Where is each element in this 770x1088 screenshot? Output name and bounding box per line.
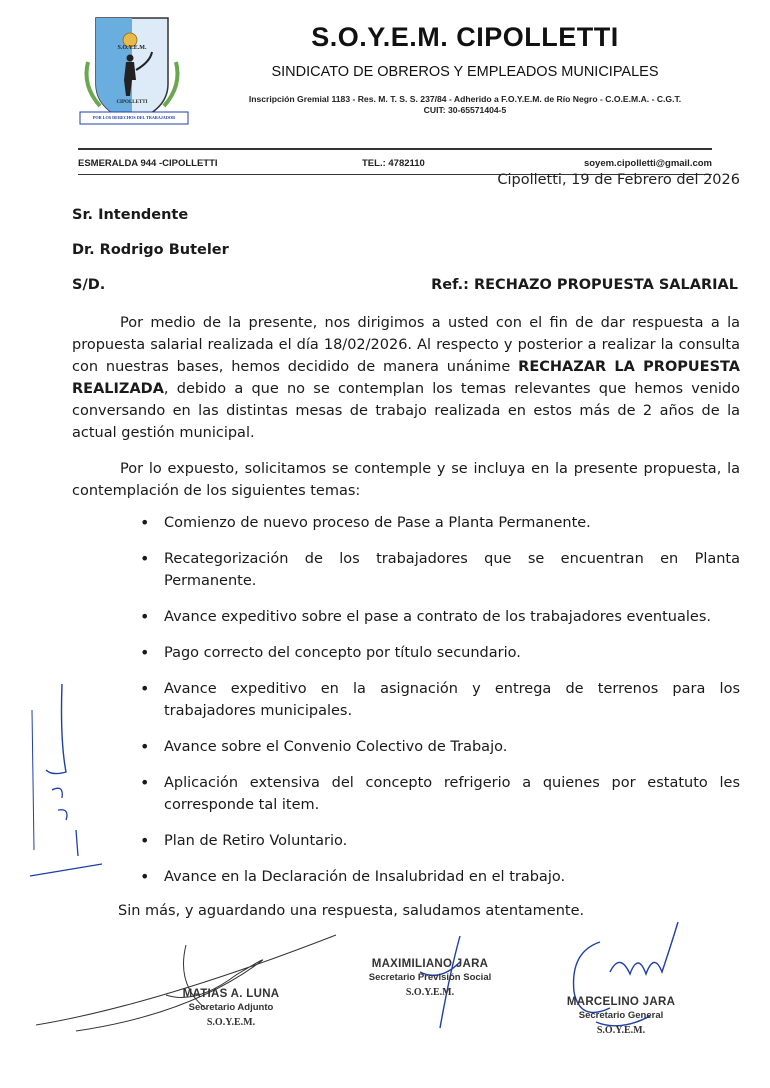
contact-phone: TEL.: 4782110 xyxy=(362,158,425,169)
recipient-name: Dr. Rodrigo Buteler xyxy=(72,242,229,258)
list-item: • Aplicación extensiva del concepto refrigerio a quienes por estatuto les corresponde tal item. xyxy=(140,772,740,816)
registration-line-1: Inscripción Gremial 1183 - Res. M. T. S. S. 237/84 - Adherido a F.O.Y.E.M. de Río Negro - C.O.E.M.A. - C.G.T. xyxy=(248,94,682,104)
paragraph-1-text-a: Por medio de la presente, nos dirigimos a usted con el fin de dar respuesta a la propuesta salarial realizada el día 18/02/2026. Al respecto y posterior a realizar la consulta con nuestras bases, hemos decidido de manera unánime xyxy=(72,315,740,375)
signer-name: MATIAS A. LUNA xyxy=(182,988,280,1000)
list-item: • Avance en la Declaración de Insalubridad en el trabajo. xyxy=(140,866,740,888)
contact-email: soyem.cipolletti@gmail.com xyxy=(583,158,712,169)
signer-org: S.O.Y.E.M. xyxy=(596,1025,646,1036)
requests-list xyxy=(140,512,740,902)
signer-name: MAXIMILIANO JARA xyxy=(371,958,489,970)
list-item: • Plan de Retiro Voluntario. xyxy=(140,830,740,852)
org-subtitle: SINDICATO DE OBREROS Y EMPLEADOS MUNICIPALES xyxy=(271,64,659,80)
org-name: S.O.Y.E.M. CIPOLLETTI xyxy=(311,22,619,52)
closing-line: Sin más, y aguardando una respuesta, saludamos atentamente. xyxy=(118,903,585,919)
salutation: S/D. xyxy=(72,277,106,293)
org-registration xyxy=(200,94,730,116)
recipient-title: Sr. Intendente xyxy=(72,207,189,223)
reference-line: Ref.: RECHAZO PROPUESTA SALARIAL xyxy=(431,277,738,293)
letter-date: Cipolletti, 19 de Febrero del 2026 xyxy=(497,172,740,188)
paragraph-2: Por lo expuesto, solicitamos se contemple y se incluya en la presente propuesta, la contemplación de los siguientes temas: xyxy=(72,461,740,499)
signer-name: MARCELINO JARA xyxy=(566,996,676,1008)
signer-role: Secretario General xyxy=(578,1010,664,1021)
contact-address: ESMERALDA 944 -CIPOLLETTI xyxy=(78,158,218,169)
paragraph-1-text-b: , debido a que no se contemplan los temas relevantes que hemos venido conversando en las distintas mesas de trabajo realizada en estos más de 2 años de la actual gestión municipal. xyxy=(72,381,740,441)
paragraph-1-bold: RECHAZAR LA PROPUESTA REALIZADA xyxy=(72,359,741,397)
list-item: • Pago correcto del concepto por título secundario. xyxy=(140,642,740,664)
registration-line-2: CUIT: 30-65571404-5 xyxy=(423,105,507,115)
signer-role: Secretario Previsión Social xyxy=(368,972,492,983)
signer-org: S.O.Y.E.M. xyxy=(405,987,455,998)
union-logo xyxy=(78,14,190,132)
logo-city: CIPOLLETTI xyxy=(116,100,148,105)
signature-block-2 xyxy=(360,958,500,998)
header-divider xyxy=(78,148,712,150)
signature-block-3 xyxy=(556,996,686,1036)
paragraph-1 xyxy=(72,312,740,444)
list-item: • Recategorización de los trabajadores que se encuentran en Planta Permanente. xyxy=(140,548,740,592)
signer-role: Secretario Adjunto xyxy=(188,1002,274,1013)
list-item: • Avance expeditivo en la asignación y entrega de terrenos para los trabajadores municipales. xyxy=(140,678,740,722)
signer-org: S.O.Y.E.M. xyxy=(206,1017,256,1028)
signature-block-1 xyxy=(176,988,286,1028)
logo-text: S.O.Y.E.M. xyxy=(117,45,147,51)
list-item: • Comienzo de nuevo proceso de Pase a Planta Permanente. xyxy=(140,512,740,534)
list-item: • Avance expeditivo sobre el pase a contrato de los trabajadores eventuales. xyxy=(140,606,740,628)
logo-ribbon: POR LOS DERECHOS DEL TRABAJADOR xyxy=(92,115,176,120)
list-item: • Avance sobre el Convenio Colectivo de Trabajo. xyxy=(140,736,740,758)
margin-handwriting-mark xyxy=(22,680,112,880)
